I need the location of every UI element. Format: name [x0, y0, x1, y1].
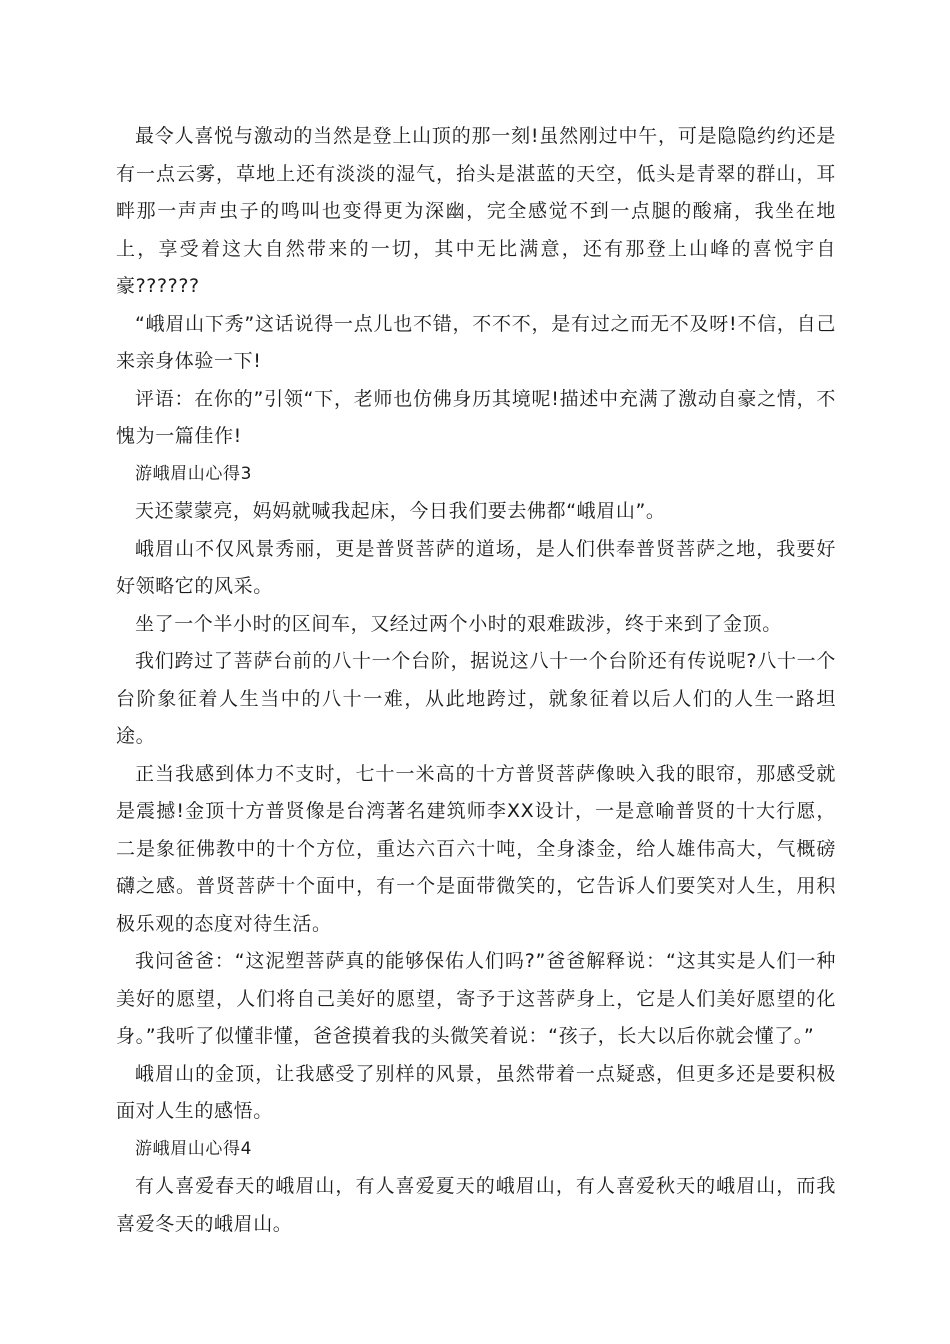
paragraph-golden-summit: 峨眉山的金顶，让我感受了别样的风景，虽然带着一点疑惑，但更多还是要积极面对人生的感悟。	[116, 1062, 836, 1122]
paragraph-samantabhadra-statue: 正当我感到体力不支时，七十一米高的十方普贤菩萨像映入我的眼帘，那感受就是震撼!金顶十方普贤像是台湾著名建筑师李XX设计，一是意喻普贤的十大行愿，二是象征佛教中的十个方位，重达六百六十吨，全身漆金，给人雄伟高大，气概磅礴之感。普贤菩萨十个面中，有一个是面带微笑的，它告诉人们要笑对人生，用积极乐观的态度对待生活。	[116, 762, 836, 935]
section-heading-3: 游峨眉山心得3	[135, 463, 253, 484]
paragraph-summit-joy: 最令人喜悦与激动的当然是登上山顶的那一刻!虽然刚过中午，可是隐隐约约还是有一点云雾，草地上还有淡淡的湿气，抬头是湛蓝的天空，低头是青翠的群山，耳畔那一声声虫子的鸣叫也变得更为深幽，完全感觉不到一点腿的酸痛，我坐在地上，享受着这大自然带来的一切，其中无比满意，还有那登上山峰的喜悦宇自豪??????	[116, 125, 836, 297]
document-body	[116, 118, 836, 1243]
paragraph-scenery: 峨眉山不仅风景秀丽，更是普贤菩萨的道场，是人们供奉普贤菩萨之地，我要好好领略它的风采。	[116, 537, 836, 597]
paragraph-teacher-comment: 评语：在你的”引领“下，老师也仿佛身历其境呢!描述中充满了激动自豪之情，不愧为一篇佳作!	[116, 387, 836, 447]
paragraph-81-steps: 我们跨过了菩萨台前的八十一个台阶，据说这八十一个台阶还有传说呢?八十一个台阶象征着人生当中的八十一难，从此地跨过，就象征着以后人们的人生一路坦途。	[116, 650, 836, 747]
paragraph-emei-saying: “峨眉山下秀”这话说得一点儿也不错，不不不，是有过之而无不及呀!不信，自己来亲身体验一下!	[116, 312, 836, 372]
paragraph-four-seasons: 有人喜爱春天的峨眉山，有人喜爱夏天的峨眉山，有人喜爱秋天的峨眉山，而我喜爱冬天的峨眉山。	[116, 1175, 836, 1235]
paragraph-early-morning: 天还蒙蒙亮，妈妈就喊我起床，今日我们要去佛都“峨眉山”。	[135, 500, 666, 522]
paragraph-father-dialogue: 我问爸爸：“这泥塑菩萨真的能够保佑人们吗?”爸爸解释说：“这其实是人们一种美好的愿望，人们将自己美好的愿望，寄予于这菩萨身上，它是人们美好愿望的化身。”我听了似懂非懂，爸爸摸着我的头微笑着说：“孩子，长大以后你就会懂了。”	[116, 950, 836, 1047]
section-heading-4: 游峨眉山心得4	[135, 1138, 253, 1159]
paragraph-shuttle-bus: 坐了一个半小时的区间车，又经过两个小时的艰难跋涉，终于来到了金顶。	[135, 612, 782, 635]
